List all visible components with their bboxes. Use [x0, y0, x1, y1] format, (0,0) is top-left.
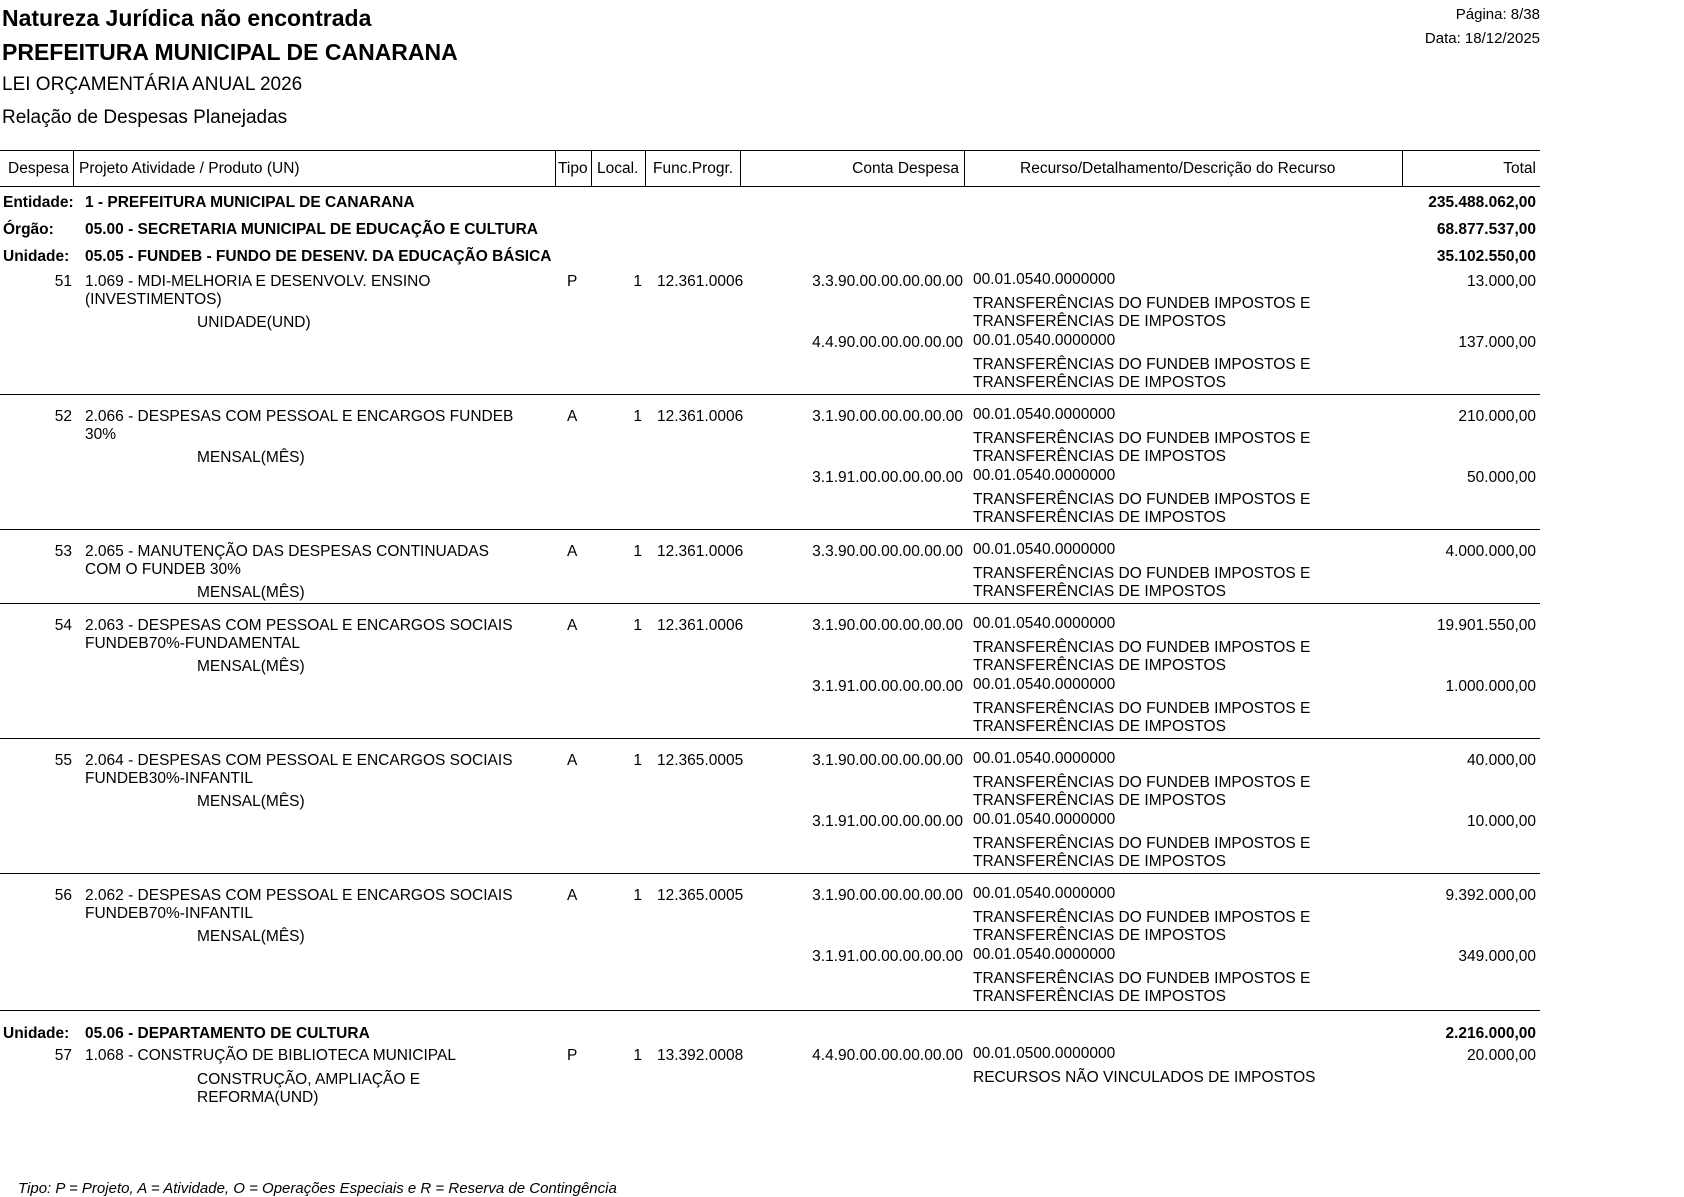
location-code: 1 [633, 752, 642, 769]
func-program: 12.365.0005 [657, 752, 744, 769]
col-despesa: Despesa [8, 160, 70, 177]
orgao-name: 05.00 - SECRETARIA MUNICIPAL DE EDUCAÇÃO E CULTURA [85, 221, 538, 238]
project-title-cont: FUNDEB70%-FUNDAMENTAL [85, 635, 301, 652]
project-title: 1.068 - CONSTRUÇÃO DE BIBLIOTECA MUNICIPAL [85, 1047, 456, 1064]
expense-number: 53 [54, 543, 72, 560]
project-title: 2.062 - DESPESAS COM PESSOAL E ENCARGOS SOCIAIS [85, 887, 513, 904]
resource-description-cont: TRANSFERÊNCIAS DE IMPOSTOS [973, 448, 1226, 465]
location-code: 1 [633, 408, 642, 425]
resource-code: 00.01.0540.0000000 [973, 676, 1116, 693]
col-func: Func.Progr. [653, 160, 734, 177]
resource-description-cont: TRANSFERÊNCIAS DE IMPOSTOS [973, 583, 1226, 600]
product-unit: MENSAL(MÊS) [197, 449, 305, 466]
resource-description: TRANSFERÊNCIAS DO FUNDEB IMPOSTOS E [973, 356, 1311, 373]
project-title-cont: FUNDEB70%-INFANTIL [85, 905, 253, 922]
expense-number: 56 [54, 887, 72, 904]
col-tipo: Tipo [558, 160, 588, 177]
col-divider [740, 150, 741, 186]
col-divider [555, 150, 556, 186]
product-unit: CONSTRUÇÃO, AMPLIAÇÃO E [197, 1071, 421, 1088]
line-total: 40.000,00 [1467, 752, 1536, 769]
product-unit-cont: REFORMA(UND) [197, 1089, 319, 1106]
line-total: 13.000,00 [1467, 273, 1536, 290]
project-title: 2.064 - DESPESAS COM PESSOAL E ENCARGOS SOCIAIS [85, 752, 513, 769]
resource-description-cont: TRANSFERÊNCIAS DE IMPOSTOS [973, 792, 1226, 809]
location-code: 1 [633, 617, 642, 634]
resource-description: TRANSFERÊNCIAS DO FUNDEB IMPOSTOS E [973, 970, 1311, 987]
project-title: 2.063 - DESPESAS COM PESSOAL E ENCARGOS SOCIAIS [85, 617, 513, 634]
report-entity-title: PREFEITURA MUNICIPAL DE CANARANA [2, 39, 458, 65]
resource-description-cont: TRANSFERÊNCIAS DE IMPOSTOS [973, 988, 1226, 1005]
col-total: Total [1503, 160, 1536, 177]
project-title: 2.066 - DESPESAS COM PESSOAL E ENCARGOS FUNDEB [85, 408, 514, 425]
resource-description-cont: TRANSFERÊNCIAS DE IMPOSTOS [973, 313, 1226, 330]
row-separator [0, 603, 1540, 604]
type-code: A [567, 887, 578, 904]
entidade-label: Entidade: [3, 194, 74, 211]
func-program: 12.361.0006 [657, 617, 744, 634]
resource-code: 00.01.0540.0000000 [973, 332, 1116, 349]
expense-account: 3.1.90.00.00.00.00.00 [812, 617, 963, 634]
product-unit: MENSAL(MÊS) [197, 658, 305, 675]
entidade-total: 235.488.062,00 [1428, 194, 1536, 211]
resource-code: 00.01.0540.0000000 [973, 406, 1116, 423]
unidade-total: 2.216.000,00 [1445, 1025, 1536, 1042]
expense-account: 4.4.90.00.00.00.00.00 [812, 334, 963, 351]
col-divider [591, 150, 592, 186]
type-code: A [567, 752, 578, 769]
func-program: 12.361.0006 [657, 408, 744, 425]
type-code: P [567, 273, 578, 290]
line-total: 137.000,00 [1458, 334, 1536, 351]
resource-description: TRANSFERÊNCIAS DO FUNDEB IMPOSTOS E [973, 565, 1311, 582]
type-code: A [567, 543, 578, 560]
project-title-cont: FUNDEB30%-INFANTIL [85, 770, 253, 787]
line-total: 50.000,00 [1467, 469, 1536, 486]
report-subtitle: Relação de Despesas Planejadas [2, 107, 288, 128]
col-conta: Conta Despesa [852, 160, 959, 177]
line-total: 20.000,00 [1467, 1047, 1536, 1064]
expense-number: 51 [54, 273, 72, 290]
resource-description: TRANSFERÊNCIAS DO FUNDEB IMPOSTOS E [973, 700, 1311, 717]
resource-description: TRANSFERÊNCIAS DO FUNDEB IMPOSTOS E [973, 295, 1311, 312]
expense-account: 3.3.90.00.00.00.00.00 [812, 273, 963, 290]
line-total: 10.000,00 [1467, 813, 1536, 830]
orgao-total: 68.877.537,00 [1436, 221, 1536, 238]
line-total: 19.901.550,00 [1436, 617, 1536, 634]
line-total: 9.392.000,00 [1445, 887, 1536, 904]
unidade-label: Unidade: [3, 1025, 70, 1042]
expense-account: 3.1.90.00.00.00.00.00 [812, 408, 963, 425]
expense-number: 57 [54, 1047, 72, 1064]
header-bottom-rule [0, 186, 1540, 187]
unidade-name: 05.06 - DEPARTAMENTO DE CULTURA [85, 1025, 370, 1042]
line-total: 1.000.000,00 [1445, 678, 1536, 695]
report-law-title: LEI ORÇAMENTÁRIA ANUAL 2026 [2, 74, 303, 95]
resource-description: TRANSFERÊNCIAS DO FUNDEB IMPOSTOS E [973, 639, 1311, 656]
col-divider [1402, 150, 1403, 186]
type-code: A [567, 617, 578, 634]
row-separator [0, 873, 1540, 874]
expense-number: 52 [54, 408, 72, 425]
resource-code: 00.01.0540.0000000 [973, 750, 1116, 767]
resource-description-cont: TRANSFERÊNCIAS DE IMPOSTOS [973, 509, 1226, 526]
location-code: 1 [633, 887, 642, 904]
product-unit: MENSAL(MÊS) [197, 793, 305, 810]
resource-description: TRANSFERÊNCIAS DO FUNDEB IMPOSTOS E [973, 774, 1311, 791]
report-nature: Natureza Jurídica não encontrada [2, 5, 372, 31]
product-unit: MENSAL(MÊS) [197, 928, 305, 945]
project-title-cont: 30% [85, 426, 117, 443]
func-program: 13.392.0008 [657, 1047, 744, 1064]
expense-account: 3.1.91.00.00.00.00.00 [812, 948, 963, 965]
product-unit: UNIDADE(UND) [197, 314, 311, 331]
resource-description-cont: TRANSFERÊNCIAS DE IMPOSTOS [973, 927, 1226, 944]
col-divider [964, 150, 965, 186]
expense-account: 3.1.90.00.00.00.00.00 [812, 752, 963, 769]
col-projeto: Projeto Atividade / Produto (UN) [79, 160, 300, 177]
func-program: 12.361.0006 [657, 273, 744, 290]
type-legend: Tipo: P = Projeto, A = Atividade, O = Operações Especiais e R = Reserva de Contingência [18, 1180, 617, 1197]
expense-account: 3.1.90.00.00.00.00.00 [812, 887, 963, 904]
line-total: 210.000,00 [1458, 408, 1536, 425]
resource-code: 00.01.0540.0000000 [973, 467, 1116, 484]
project-title-cont: COM O FUNDEB 30% [85, 561, 241, 578]
resource-code: 00.01.0540.0000000 [973, 271, 1116, 288]
product-unit: MENSAL(MÊS) [197, 584, 305, 601]
row-separator [0, 394, 1540, 395]
page-number: Página: 8/38 [1455, 6, 1540, 23]
unidade-label: Unidade: [3, 248, 70, 265]
resource-description-cont: TRANSFERÊNCIAS DE IMPOSTOS [973, 853, 1226, 870]
resource-code: 00.01.0540.0000000 [973, 811, 1116, 828]
col-divider [645, 150, 646, 186]
entidade-name: 1 - PREFEITURA MUNICIPAL DE CANARANA [85, 194, 415, 211]
unidade-total: 35.102.550,00 [1436, 248, 1536, 265]
resource-code: 00.01.0540.0000000 [973, 885, 1116, 902]
row-separator [0, 529, 1540, 530]
col-divider [73, 150, 74, 186]
expense-account: 3.1.91.00.00.00.00.00 [812, 469, 963, 486]
type-code: A [567, 408, 578, 425]
row-separator [0, 738, 1540, 739]
resource-code: 00.01.0500.0000000 [973, 1045, 1116, 1062]
expense-number: 54 [54, 617, 72, 634]
col-local: Local. [597, 160, 639, 177]
resource-description: TRANSFERÊNCIAS DO FUNDEB IMPOSTOS E [973, 835, 1311, 852]
header-top-rule [0, 150, 1540, 151]
orgao-label: Órgão: [3, 221, 54, 238]
resource-description-cont: TRANSFERÊNCIAS DE IMPOSTOS [973, 374, 1226, 391]
resource-description-cont: TRANSFERÊNCIAS DE IMPOSTOS [973, 718, 1226, 735]
resource-description-cont: TRANSFERÊNCIAS DE IMPOSTOS [973, 657, 1226, 674]
project-title-cont: (INVESTIMENTOS) [85, 291, 222, 308]
location-code: 1 [633, 1047, 642, 1064]
func-program: 12.361.0006 [657, 543, 744, 560]
line-total: 4.000.000,00 [1445, 543, 1536, 560]
col-recurso: Recurso/Detalhamento/Descrição do Recurso [1020, 160, 1336, 177]
unidade-name: 05.05 - FUNDEB - FUNDO DE DESENV. DA EDUCAÇÃO BÁSICA [85, 248, 552, 265]
resource-description: TRANSFERÊNCIAS DO FUNDEB IMPOSTOS E [973, 909, 1311, 926]
type-code: P [567, 1047, 578, 1064]
expense-account: 4.4.90.00.00.00.00.00 [812, 1047, 963, 1064]
resource-code: 00.01.0540.0000000 [973, 615, 1116, 632]
expense-account: 3.3.90.00.00.00.00.00 [812, 543, 963, 560]
location-code: 1 [633, 543, 642, 560]
project-title: 2.065 - MANUTENÇÃO DAS DESPESAS CONTINUADAS [85, 543, 489, 560]
row-separator [0, 1010, 1540, 1011]
project-title: 1.069 - MDI-MELHORIA E DESENVOLV. ENSINO [85, 273, 431, 290]
expense-number: 55 [54, 752, 72, 769]
location-code: 1 [633, 273, 642, 290]
resource-description: TRANSFERÊNCIAS DO FUNDEB IMPOSTOS E [973, 491, 1311, 508]
func-program: 12.365.0005 [657, 887, 744, 904]
expense-account: 3.1.91.00.00.00.00.00 [812, 678, 963, 695]
report-date: Data: 18/12/2025 [1424, 30, 1540, 47]
expense-account: 3.1.91.00.00.00.00.00 [812, 813, 963, 830]
resource-description: RECURSOS NÃO VINCULADOS DE IMPOSTOS [973, 1069, 1316, 1086]
resource-code: 00.01.0540.0000000 [973, 946, 1116, 963]
line-total: 349.000,00 [1458, 948, 1536, 965]
resource-code: 00.01.0540.0000000 [973, 541, 1116, 558]
resource-description: TRANSFERÊNCIAS DO FUNDEB IMPOSTOS E [973, 430, 1311, 447]
